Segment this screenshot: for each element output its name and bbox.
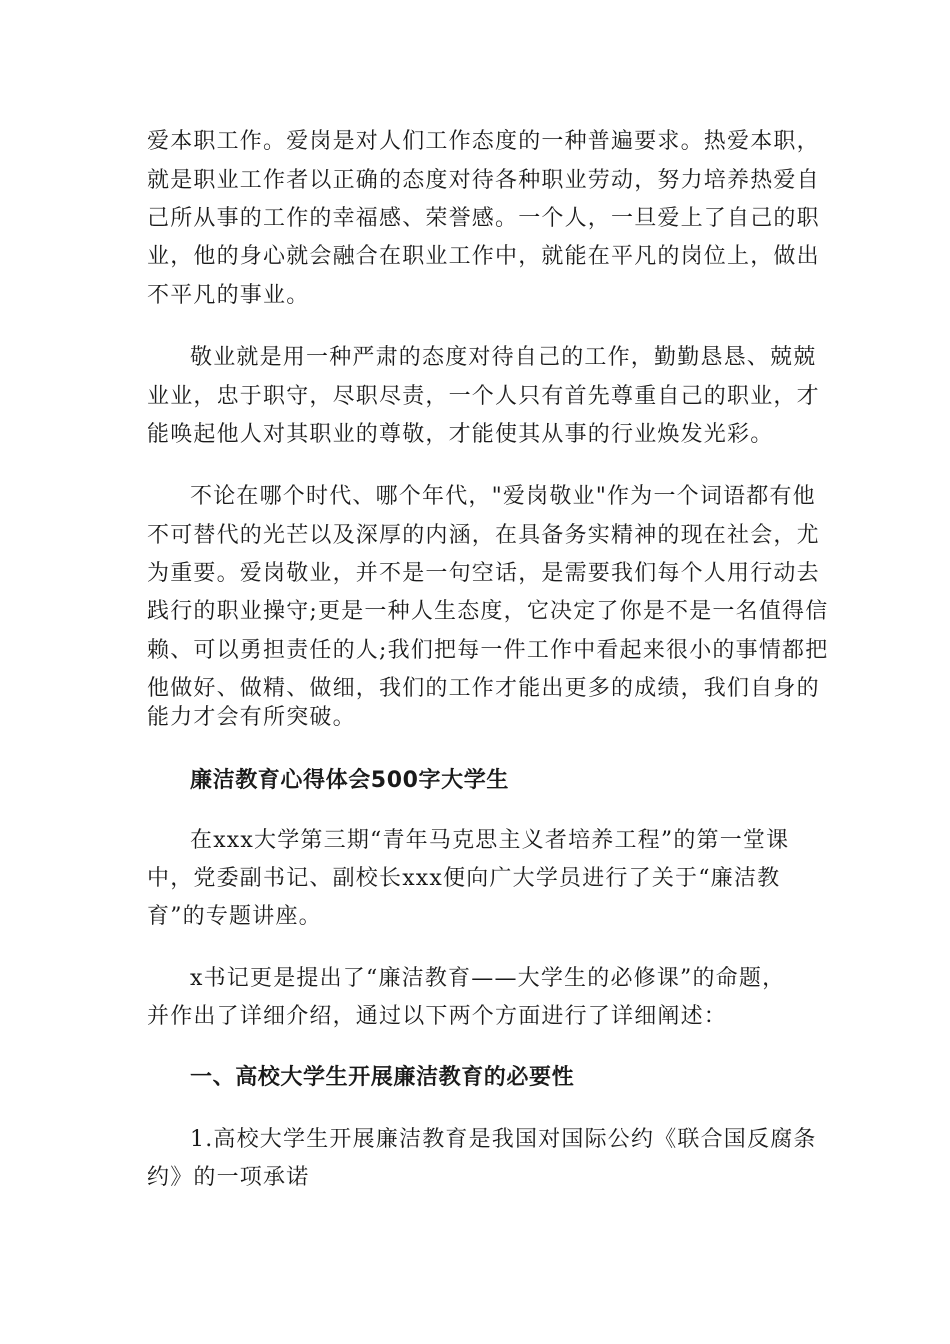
paragraph-line: 中，党委副书记、副校长xxx便向广大学员进行了关于“廉洁教	[147, 866, 781, 891]
paragraph-line: 能力才会有所突破。	[147, 705, 356, 730]
paragraph-line: 约》的一项承诺	[147, 1165, 310, 1190]
paragraph-line: 育”的专题讲座。	[147, 904, 322, 929]
paragraph-line: 就是职业工作者以正确的态度对待各种职业劳动，努力培养热爱自	[147, 168, 820, 193]
paragraph-line: 己所从事的工作的幸福感、荣誉感。一个人，一旦爱上了自己的职	[147, 206, 820, 231]
paragraph-line: 并作出了详细介绍，通过以下两个方面进行了详细阐述：	[147, 1004, 728, 1029]
paragraph-line: x书记更是提出了“廉洁教育——大学生的必修课”的命题，	[190, 966, 786, 991]
section-heading: 廉洁教育心得体会500字大学生	[190, 768, 509, 793]
paragraph-line: 不平凡的事业。	[147, 283, 310, 308]
paragraph-line: 他做好、做精、做细，我们的工作才能出更多的成绩，我们自身的	[147, 676, 820, 701]
paragraph-line: 不可替代的光芒以及深厚的内涵，在具备务实精神的现在社会，尤	[147, 523, 820, 548]
paragraph-line: 践行的职业操守;更是一种人生态度，它决定了你是不是一名值得信	[147, 599, 829, 624]
paragraph-line: 爱本职工作。爱岗是对人们工作态度的一种普遍要求。热爱本职，	[147, 129, 820, 154]
paragraph-line: 敬业就是用一种严肃的态度对待自己的工作，勤勤恳恳、兢兢	[190, 345, 817, 370]
paragraph-line: 业，他的身心就会融合在职业工作中，就能在平凡的岗位上，做出	[147, 244, 820, 269]
paragraph-line: 在xxx大学第三期“青年马克思主义者培养工程”的第一堂课	[190, 828, 790, 853]
paragraph-line: 不论在哪个时代、哪个年代，"爱岗敬业"作为一个词语都有他	[190, 484, 816, 509]
paragraph-line: 能唤起他人对其职业的尊敬，才能使其从事的行业焕发光彩。	[147, 422, 774, 447]
paragraph-line: 赖、可以勇担责任的人;我们把每一件工作中看起来很小的事情都把	[147, 638, 829, 663]
section-heading: 一、高校大学生开展廉洁教育的必要性	[190, 1065, 575, 1090]
paragraph-line: 业业，忠于职守，尽职尽责，一个人只有首先尊重自己的职业，才	[147, 384, 820, 409]
paragraph-line: 为重要。爱岗敬业，并不是一句空话，是需要我们每个人用行动去	[147, 561, 820, 586]
paragraph-line: 1.高校大学生开展廉洁教育是我国对国际公约《联合国反腐条	[190, 1127, 817, 1152]
